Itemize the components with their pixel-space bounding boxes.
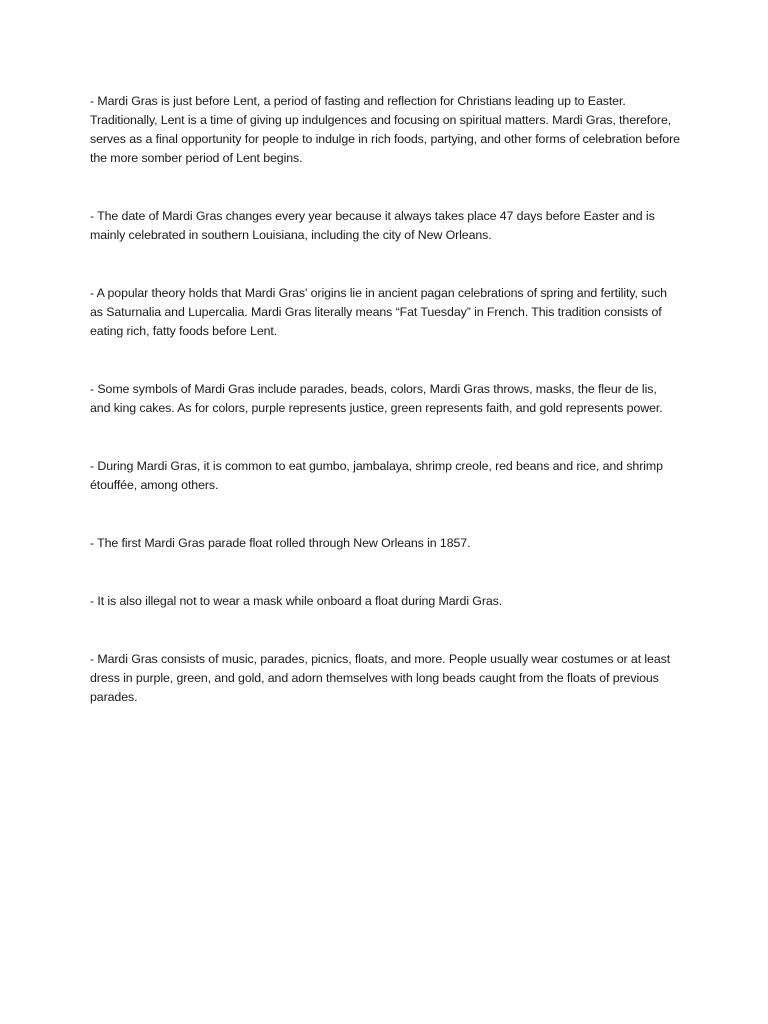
paragraph-celebration: - Mardi Gras consists of music, parades, picnics, floats, and more. People usually wear costumes or at least dress in purple, green, and gold, and adorn themselves with long beads caught from the floats of previous parades. bbox=[90, 652, 671, 704]
paragraph-lent: - Mardi Gras is just before Lent, a period of fasting and reflection for Christians leading up to Easter. Traditionally, Lent is a time of giving up indulgences and focusing on spiritual matters. Mardi Gras, therefore, serves as a final opportunity for people to indulge in rich foods, partying, and other forms of celebration before the more somber period of Lent begins. bbox=[90, 94, 680, 165]
paragraph-date: - The date of Mardi Gras changes every year because it always takes place 47 days before Easter and is mainly celebrated in southern Louisiana, including the city of New Orleans. bbox=[90, 209, 655, 242]
paragraph-symbols: - Some symbols of Mardi Gras include parades, beads, colors, Mardi Gras throws, masks, the fleur de lis, and king cakes. As for colors, purple represents justice, green represents faith, and gold represents power. bbox=[90, 382, 663, 415]
paragraph-food: - During Mardi Gras, it is common to eat gumbo, jambalaya, shrimp creole, red beans and rice, and shrimp étouffée, among others. bbox=[90, 459, 663, 492]
paragraph-origins: - A popular theory holds that Mardi Gras' origins lie in ancient pagan celebrations of spring and fertility, such as Saturnalia and Lupercalia. Mardi Gras literally means “Fat Tuesday” in French. This tradition consists of eating rich, fatty foods before Lent. bbox=[90, 286, 667, 338]
paragraph-mask-law: - It is also illegal not to wear a mask while onboard a float during Mardi Gras. bbox=[90, 594, 503, 608]
document-body bbox=[90, 92, 680, 707]
paragraph-first-parade: - The first Mardi Gras parade float rolled through New Orleans in 1857. bbox=[90, 536, 471, 550]
